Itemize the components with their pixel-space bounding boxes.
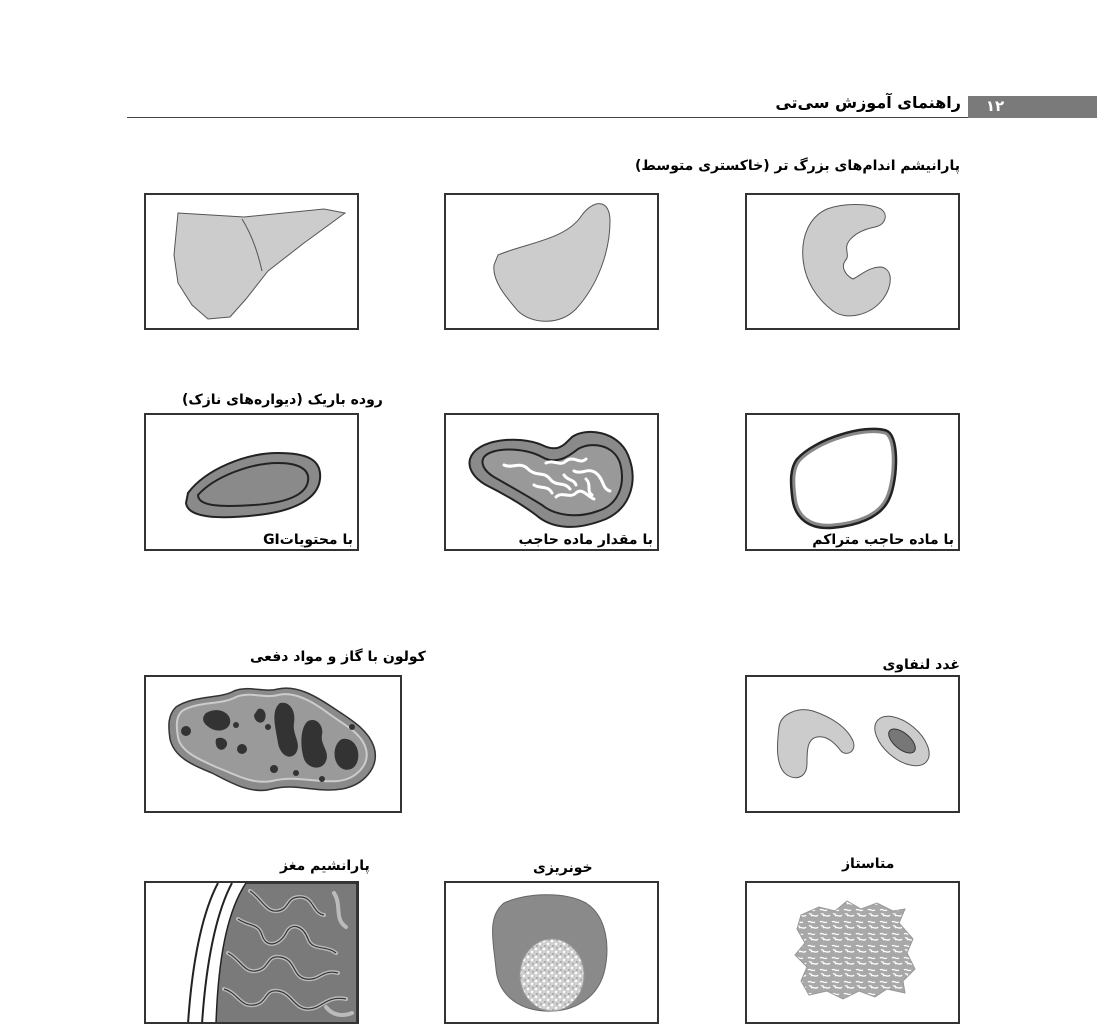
bowel-contrast-illustration xyxy=(446,415,657,549)
section-label-brain: پارانشیم مغز xyxy=(280,858,370,874)
spleen-panel xyxy=(444,193,659,330)
metastasis-panel xyxy=(745,881,960,1024)
colon-illustration xyxy=(146,677,400,811)
section-label-lymph-nodes: غدد لنفاوی xyxy=(882,657,960,673)
header-rule xyxy=(127,117,968,118)
bowel-gi-contents-panel xyxy=(144,413,359,551)
section-label-metastasis: متاستاز xyxy=(842,856,895,872)
hemorrhage-illustration xyxy=(446,883,657,1024)
section-label-large-organs: پارانیشم اندام‌های بزرگ تر (خاکستری متوسط) xyxy=(635,158,960,174)
brain-parenchyma-panel xyxy=(144,881,359,1024)
section-label-colon: کولون با گاز و مواد دفعی xyxy=(250,649,426,665)
kidney-illustration xyxy=(747,195,958,328)
page-title: راهنمای آموزش سی‌تی xyxy=(775,93,961,112)
bowel-dense-contrast-panel xyxy=(745,413,960,551)
bowel-gi-contents-illustration xyxy=(146,415,357,549)
page-number: ۱۲ xyxy=(985,97,1005,115)
liver-panel xyxy=(144,193,359,330)
bowel-contrast-panel xyxy=(444,413,659,551)
metastasis-illustration xyxy=(747,883,958,1024)
colon-panel xyxy=(144,675,402,813)
spleen-illustration xyxy=(446,195,657,328)
lymph-nodes-illustration xyxy=(747,677,958,811)
section-label-small-bowel: روده باریک (دیواره‌های نازک) xyxy=(182,392,383,408)
bowel-dense-contrast-illustration xyxy=(747,415,958,549)
section-label-hemorrhage: خونریزی xyxy=(533,860,593,876)
caption-with-some-contrast: با مقدار ماده حاجب xyxy=(518,532,653,548)
hemorrhage-panel xyxy=(444,881,659,1024)
kidney-panel xyxy=(745,193,960,330)
lymph-nodes-panel xyxy=(745,675,960,813)
liver-illustration xyxy=(146,195,357,328)
caption-with-dense-contrast: با ماده حاجب متراکم xyxy=(812,532,954,548)
brain-parenchyma-illustration xyxy=(146,883,357,1024)
caption-with-gi-contents: با محتویاتGI xyxy=(263,532,353,548)
